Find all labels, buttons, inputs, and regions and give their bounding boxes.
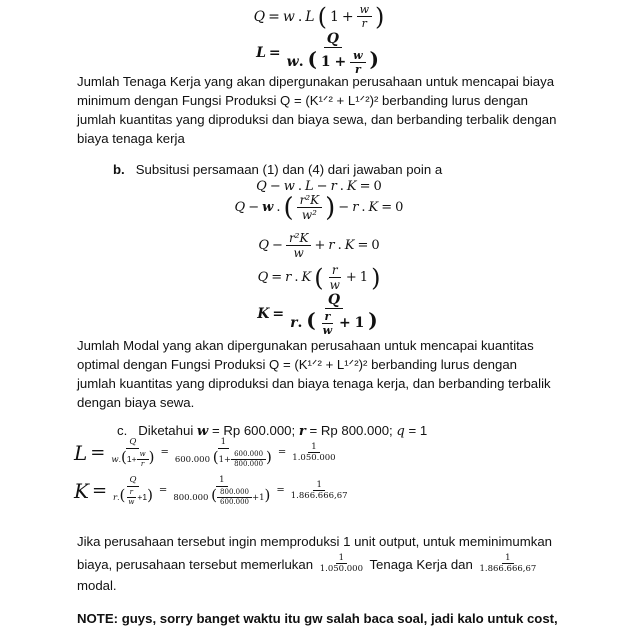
- eq-symbol: K: [257, 306, 270, 323]
- eq-symbol: Q: [325, 293, 343, 309]
- note-text: [77, 609, 558, 628]
- eq-symbol: L: [305, 8, 315, 25]
- eq-symbol: K: [301, 270, 312, 285]
- eq-symbol: r²K: [286, 232, 312, 246]
- note-line: NOTE: guys, sorry banget waktu itu gw salah baca soal, jadi kalo untuk cost,: [77, 611, 558, 626]
- eq-symbol: K: [346, 179, 357, 194]
- calculation-L: L = Q w.(1+ $\frac{w}{r}$ ) = 1 600.000 (1+ $\frac{600.000}{800.000}$ ) = $\frac{1}{1.050.000}$: [74, 438, 339, 468]
- eq-symbol: 1: [329, 8, 339, 25]
- value-r: = Rp 800.000;: [309, 423, 393, 438]
- calc-value: 800.000: [217, 489, 252, 498]
- paragraph-line: optimal dengan Fungsi Produksi Q = (K¹ᐟ² + L¹ᐟ²)² berbanding lurus dengan: [77, 357, 517, 372]
- calc-result: 1.050.000: [292, 453, 336, 464]
- paragraph-line: modal.: [77, 577, 117, 593]
- eq-symbol: r: [354, 62, 361, 76]
- equation-b2: Q − w . ( $\frac{\text{r²K}}{\text{w²}}$ ) − r . K = 0: [234, 192, 404, 223]
- eq-symbol: w: [262, 200, 274, 215]
- eq-symbol: Q: [324, 32, 342, 48]
- eq-symbol: w: [286, 54, 299, 70]
- eq-symbol: w²: [301, 208, 317, 222]
- calc-result: 1.866.666,67: [290, 491, 348, 502]
- calc-value: 600.000: [220, 497, 249, 506]
- eq-symbol: r: [361, 17, 367, 30]
- eq-symbol: K: [344, 238, 355, 253]
- eq-symbol: r: [285, 270, 292, 285]
- eq-symbol: 1: [502, 554, 513, 565]
- eq-symbol: 1: [320, 54, 331, 70]
- eq-symbol: w: [357, 4, 372, 17]
- eq-symbol: r: [329, 264, 341, 278]
- calculation-K: K = Q r.( $\frac{r}{w}$ +1) = 1 800.000 ( $\frac{800.000}{600.000}$ +1) = $\frac{1}{1.866.666,67}$: [74, 476, 351, 506]
- eq-symbol: 0: [371, 238, 380, 253]
- eq-symbol: r: [328, 238, 335, 253]
- calc-value: 800.000: [234, 459, 264, 468]
- eq-symbol: 1: [216, 476, 227, 487]
- eq-symbol: w: [137, 451, 149, 460]
- equation-b1: Q − w . L − r . K = 0: [256, 179, 382, 194]
- value-w: = Rp 600.000;: [211, 423, 296, 438]
- paragraph-modal: [77, 336, 551, 412]
- eq-symbol: Q: [126, 438, 139, 449]
- equation-L: L = Q w. ( 1 + $\frac{w}{r}$ ): [256, 31, 379, 76]
- eq-symbol: Q: [256, 179, 267, 194]
- eq-symbol: 1: [308, 443, 319, 454]
- equation-b3: Q − $\frac{\text{r²K}}{w}$ + r . K = 0: [258, 231, 380, 260]
- eq-symbol: w: [111, 454, 119, 465]
- paragraph-line: jumlah kuantitas yang diproduksi dan biaya sewa, dan berbanding terbalik dengan: [77, 112, 557, 127]
- eq-symbol: r: [290, 315, 298, 331]
- calc-result: 1.866.666,67: [479, 564, 537, 575]
- eq-symbol: w: [293, 246, 304, 260]
- calc-value: 800.000: [173, 492, 209, 503]
- eq-symbol: L: [256, 45, 266, 62]
- section-text: Diketahui: [138, 423, 194, 438]
- eq-symbol: Q: [258, 238, 270, 253]
- eq-symbol: r: [352, 200, 359, 215]
- eq-symbol: w: [350, 50, 365, 63]
- paragraph-line: Jumlah Tenaga Kerja yang akan dipergunakan perusahaan untuk mencapai biaya: [77, 74, 555, 89]
- paragraph-conclusion: [77, 532, 552, 595]
- eq-symbol: r: [127, 489, 136, 498]
- paragraph-line: dengan biaya sewa.: [77, 395, 195, 410]
- section-text: Subsitusi persamaan (1) dan (4) dari jawaban poin a: [135, 162, 443, 177]
- eq-symbol: Q: [127, 476, 140, 487]
- eq-symbol: K: [74, 478, 89, 503]
- paragraph-line: biaya tenaga kerja: [77, 131, 185, 146]
- section-label: c.: [117, 423, 128, 438]
- section-b-heading: [113, 160, 442, 179]
- value-q: = 1: [408, 423, 428, 438]
- paragraph-line: Jumlah Modal yang akan dipergunakan perusahaan untuk mencapai kuantitas: [77, 338, 534, 353]
- eq-symbol: L: [305, 179, 314, 194]
- var-r: r: [298, 424, 306, 439]
- paragraph-line: Jika perusahaan tersebut ingin memproduksi 1 unit output, untuk meminimumkan: [77, 534, 553, 549]
- eq-symbol: L: [74, 440, 88, 465]
- eq-symbol: w: [329, 278, 340, 292]
- eq-symbol: Q: [253, 8, 266, 25]
- paragraph-tenaga-kerja: [77, 72, 556, 148]
- equation-K: K = Q r. ( $\frac{r}{w}$ + 1 ): [257, 292, 378, 337]
- var-q: q: [396, 424, 405, 439]
- paragraph-text: biaya, perusahaan tersebut memerlukan: [77, 557, 314, 572]
- eq-symbol: r: [330, 179, 337, 194]
- equation-b4: Q = r . K ( $\frac{r}{w}$ + 1 ): [257, 263, 381, 292]
- paragraph-line: jumlah kuantitas yang diproduksi dan biaya tenaga kerja, dan berbanding terbalik: [77, 376, 551, 391]
- paragraph-line: minimum dengan Fungsi Produksi Q = (K¹ᐟ² + L¹ᐟ²)² berbanding lurus dengan: [77, 93, 528, 108]
- var-w: w: [196, 424, 209, 439]
- eq-symbol: r: [113, 492, 118, 503]
- eq-symbol: 1: [218, 438, 229, 449]
- calc-value: 600.000: [174, 454, 210, 465]
- eq-symbol: w: [128, 497, 135, 506]
- eq-symbol: K: [368, 200, 379, 215]
- eq-symbol: w: [282, 8, 295, 25]
- eq-symbol: r²K: [297, 194, 323, 208]
- eq-symbol: 1: [354, 315, 365, 331]
- calc-result: 1.050.000: [319, 564, 363, 575]
- eq-symbol: 0: [373, 179, 382, 194]
- eq-symbol: 1: [313, 481, 324, 492]
- equation-q-wl: Q = w . L ( 1 + $\frac{w}{r}$ ): [253, 2, 385, 31]
- eq-symbol: r: [322, 311, 334, 324]
- eq-symbol: w: [283, 179, 295, 194]
- eq-symbol: Q: [234, 200, 246, 215]
- eq-symbol: 1: [359, 270, 369, 285]
- eq-symbol: 1: [336, 554, 347, 565]
- section-label: b.: [113, 162, 125, 177]
- calc-value: 600.000: [231, 451, 266, 460]
- eq-symbol: r: [140, 459, 145, 468]
- paragraph-text: Tenaga Kerja dan: [369, 557, 473, 572]
- eq-symbol: w: [322, 323, 333, 337]
- eq-symbol: Q: [257, 270, 269, 285]
- eq-symbol: 0: [395, 200, 404, 215]
